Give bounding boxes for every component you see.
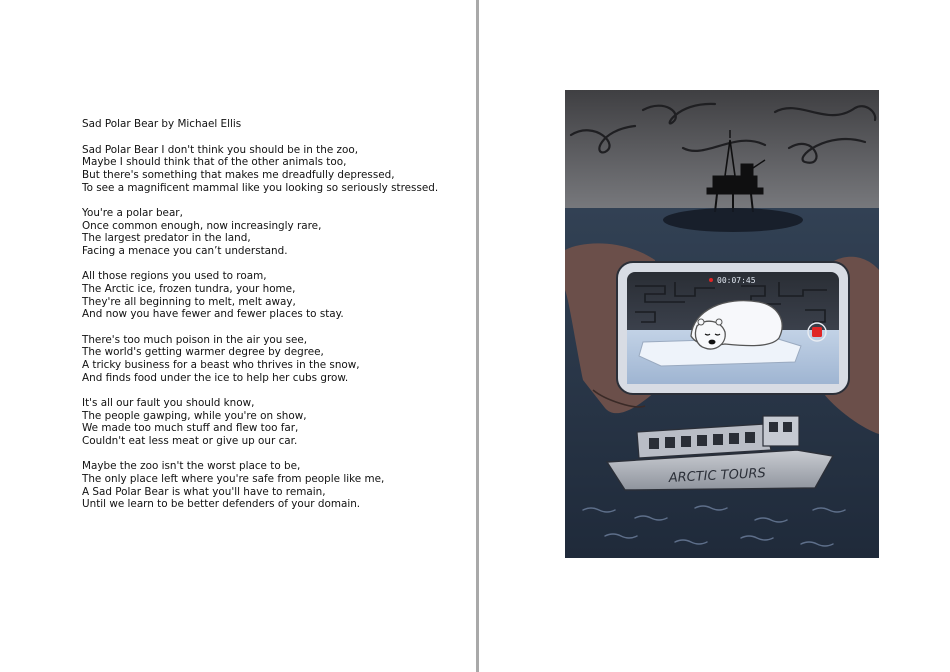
poem-line: Until we learn to be better defenders of your domain. [82,498,361,511]
poem-line: A tricky business for a beast who thrives in the snow, [82,359,360,372]
poem-line: Maybe I should think that of the other animals too, [82,156,347,169]
poem-line: Couldn't eat less meat or give up our car. [82,435,298,448]
poem-line: The people gawping, while you're on show, [82,409,307,422]
poem-line: We made too much stuff and flew too far, [82,422,299,435]
record-button-icon [812,327,822,337]
poem-line: There's too much poison in the air you see, [82,333,308,346]
poem-line: Sad Polar Bear I don't think you should be in the zoo, [82,143,359,156]
poem-line: The world's getting warmer degree by degree, [82,346,324,359]
stanza-2 [82,207,467,258]
stanza-5 [82,397,467,448]
poem-line: The largest predator in the land, [82,232,251,245]
poem-line: And now you have fewer and fewer places to stay. [82,308,344,321]
poem-title: Sad Polar Bear by Michael Ellis [82,118,242,130]
boat-name: ARCTIC TOURS [668,465,767,486]
poem-line: A Sad Polar Bear is what you'll have to remain, [82,485,326,498]
poem [82,118,467,524]
oil-slick [663,208,803,232]
stanza-1 [82,144,467,195]
poem-line: But there's something that makes me dreadfully depressed, [82,169,395,182]
record-timer: 00:07:45 [717,276,756,285]
poem-line: The Arctic ice, frozen tundra, your home, [82,283,296,296]
poem-line: Once common enough, now increasingly rare, [82,219,322,232]
poem-line: All those regions you used to roam, [82,270,267,283]
poem-line: It's all our fault you should know, [82,396,255,409]
stanza-6 [82,460,467,511]
poem-line: Facing a menace you can’t understand. [82,245,288,258]
poem-line: And finds food under the ice to help her cubs grow. [82,371,349,384]
poem-line: You're a polar bear, [82,207,183,220]
poem-line: Maybe the zoo isn't the worst place to be, [82,460,301,473]
poem-line: They're all beginning to melt, melt away, [82,295,296,308]
stanza-3 [82,270,467,321]
stanza-4 [82,334,467,385]
recording-dot [709,278,713,282]
poem-line: The only place left where you're safe from people like me, [82,472,385,485]
poem-line: To see a magnificent mammal like you looking so seriously stressed. [82,181,439,194]
polar-bear-illustration [565,90,879,558]
